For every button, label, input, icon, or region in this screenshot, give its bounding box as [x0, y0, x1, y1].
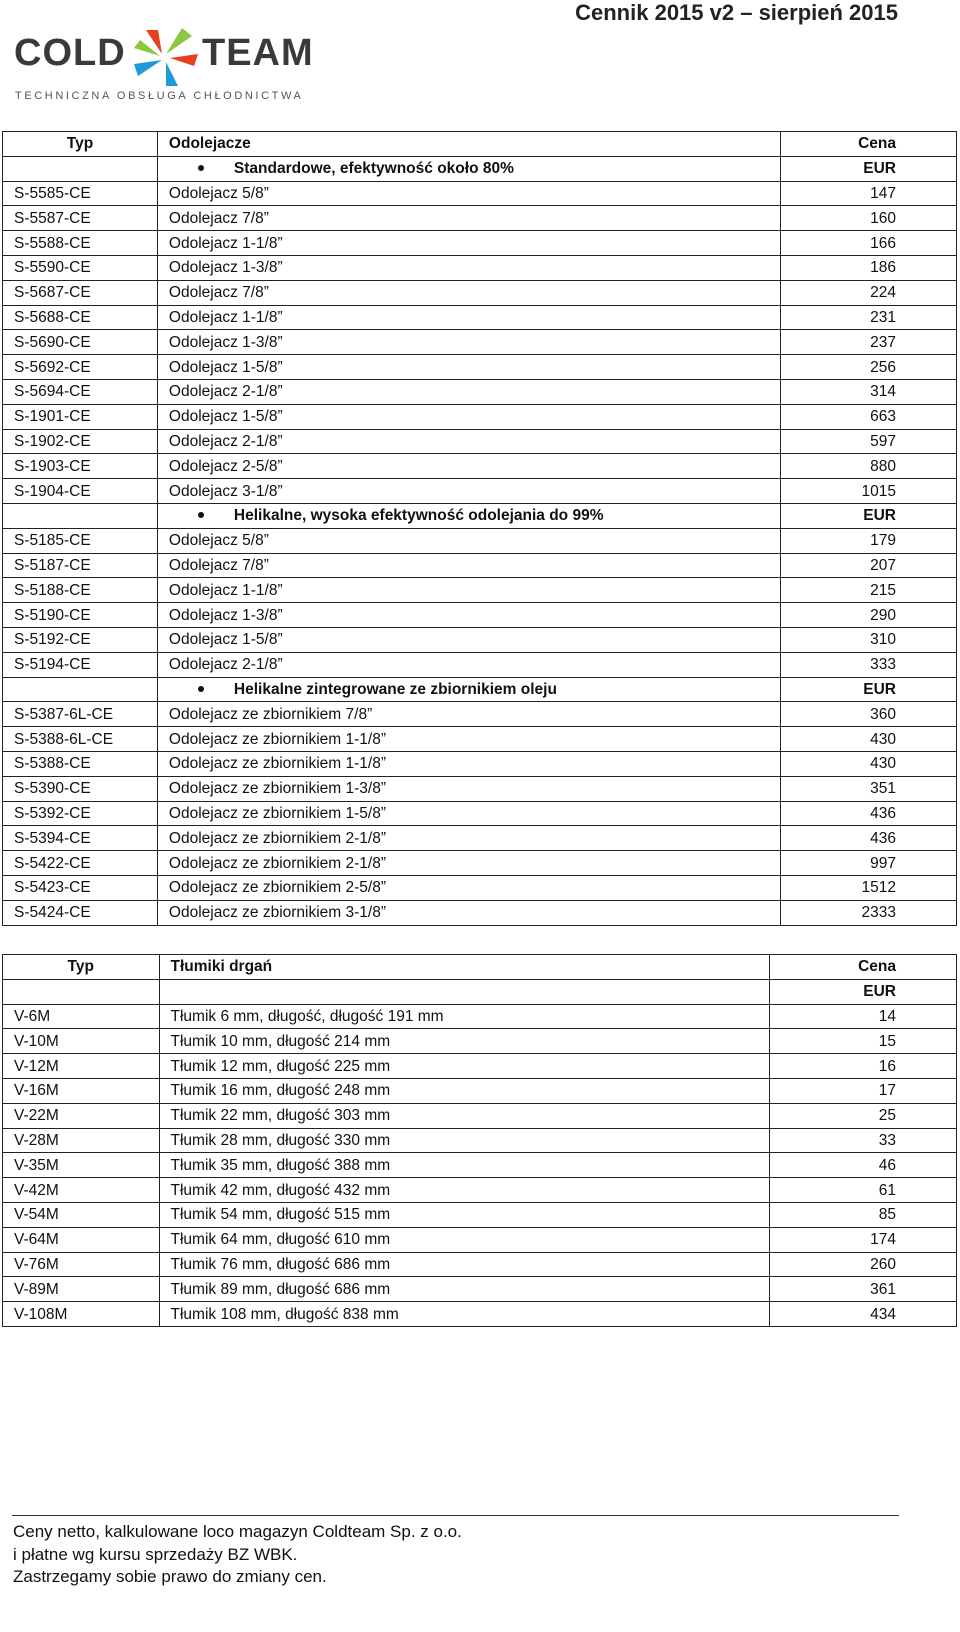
product-price: 25 — [770, 1103, 957, 1128]
product-code: V-54M — [3, 1202, 160, 1227]
table-row — [3, 603, 957, 628]
section-empty-cell — [3, 677, 158, 702]
product-code: V-89M — [3, 1277, 160, 1302]
table-row — [3, 1178, 957, 1203]
table-row — [3, 1153, 957, 1178]
product-description: Tłumik 12 mm, długość 225 mm — [159, 1054, 770, 1079]
product-description: Odolejacz ze zbiornikiem 7/8” — [157, 702, 780, 727]
column-header-price: Cena — [781, 132, 957, 157]
logo-word-team: TEAM — [202, 32, 314, 74]
table-row — [3, 355, 957, 380]
product-price: 207 — [781, 553, 957, 578]
table-row — [3, 751, 957, 776]
product-code: S-5192-CE — [3, 627, 158, 652]
table-row — [3, 900, 957, 925]
product-price: 360 — [781, 702, 957, 727]
product-description: Odolejacz 1-1/8” — [157, 305, 780, 330]
product-description: Odolejacz 2-1/8” — [157, 429, 780, 454]
currency-label: EUR — [781, 503, 957, 528]
table-row — [3, 528, 957, 553]
footer-line: Zastrzegamy sobie prawo do zmiany cen. — [13, 1567, 327, 1586]
table-row — [3, 851, 957, 876]
table-row — [3, 1252, 957, 1277]
section-header-row — [3, 677, 957, 702]
product-price: 2333 — [781, 900, 957, 925]
product-price: 430 — [781, 727, 957, 752]
product-price: 436 — [781, 801, 957, 826]
table-row — [3, 1302, 957, 1327]
product-code: V-76M — [3, 1252, 160, 1277]
product-price: 215 — [781, 578, 957, 603]
section-title-text: Helikalne, wysoka efektywność odolejania do 99% — [233, 507, 604, 525]
product-code: S-5587-CE — [3, 206, 158, 231]
product-price: 310 — [781, 627, 957, 652]
product-price: 430 — [781, 751, 957, 776]
product-price: 147 — [781, 181, 957, 206]
logo-tagline: TECHNICZNA OBSŁUGA CHŁODNICTWA — [15, 90, 304, 102]
column-header-description: Odolejacze — [157, 132, 780, 157]
product-price: 290 — [781, 603, 957, 628]
product-code: V-42M — [3, 1178, 160, 1203]
table-row — [3, 231, 957, 256]
table-row — [3, 330, 957, 355]
logo-word-cold: COLD — [14, 32, 126, 74]
table-row — [3, 1277, 957, 1302]
product-description: Tłumik 64 mm, długość 610 mm — [159, 1227, 770, 1252]
product-description: Tłumik 22 mm, długość 303 mm — [159, 1103, 770, 1128]
table-row — [3, 1103, 957, 1128]
product-code: S-5687-CE — [3, 280, 158, 305]
product-code: S-5188-CE — [3, 578, 158, 603]
table-row — [3, 1202, 957, 1227]
product-description: Tłumik 16 mm, długość 248 mm — [159, 1078, 770, 1103]
product-code: S-5422-CE — [3, 851, 158, 876]
product-price: 333 — [781, 652, 957, 677]
product-price: 231 — [781, 305, 957, 330]
product-description: Odolejacz 3-1/8” — [157, 479, 780, 504]
table-row — [3, 702, 957, 727]
table-row — [3, 776, 957, 801]
table-row — [3, 206, 957, 231]
table-row — [3, 578, 957, 603]
product-price: 61 — [770, 1178, 957, 1203]
table-row — [3, 181, 957, 206]
product-price: 160 — [781, 206, 957, 231]
product-description: Odolejacz ze zbiornikiem 1-1/8” — [157, 727, 780, 752]
product-code: V-108M — [3, 1302, 160, 1327]
product-price: 880 — [781, 454, 957, 479]
table-row — [3, 627, 957, 652]
table-row — [3, 652, 957, 677]
table-row — [3, 305, 957, 330]
table-row — [3, 801, 957, 826]
product-code: S-5190-CE — [3, 603, 158, 628]
currency-row — [3, 979, 957, 1004]
product-code: S-1904-CE — [3, 479, 158, 504]
bullet-icon — [198, 165, 204, 171]
product-code: S-5692-CE — [3, 355, 158, 380]
product-price: 434 — [770, 1302, 957, 1327]
bullet-icon — [198, 686, 204, 692]
table-header-row — [3, 955, 957, 980]
product-price: 179 — [781, 528, 957, 553]
product-code: V-28M — [3, 1128, 160, 1153]
table-row — [3, 404, 957, 429]
product-description: Odolejacz 5/8” — [157, 181, 780, 206]
table-row — [3, 1227, 957, 1252]
product-price: 314 — [781, 379, 957, 404]
product-description: Odolejacz ze zbiornikiem 1-5/8” — [157, 801, 780, 826]
product-price: 351 — [781, 776, 957, 801]
product-description: Odolejacz ze zbiornikiem 2-1/8” — [157, 851, 780, 876]
currency-empty-cell — [159, 979, 770, 1004]
product-description: Odolejacz 2-1/8” — [157, 379, 780, 404]
column-header-price: Cena — [770, 955, 957, 980]
product-description: Tłumik 42 mm, długość 432 mm — [159, 1178, 770, 1203]
column-header-typ: Typ — [3, 955, 160, 980]
product-price: 174 — [770, 1227, 957, 1252]
product-code: S-5588-CE — [3, 231, 158, 256]
product-code: S-5394-CE — [3, 826, 158, 851]
logo-snowflake-icon — [132, 24, 200, 88]
product-code: V-6M — [3, 1004, 160, 1029]
product-code: S-5688-CE — [3, 305, 158, 330]
product-description: Odolejacz 1-5/8” — [157, 355, 780, 380]
product-code: S-1902-CE — [3, 429, 158, 454]
section-title — [157, 677, 780, 702]
product-description: Odolejacz 5/8” — [157, 528, 780, 553]
vibration-dampers-table — [2, 954, 957, 1327]
table-row — [3, 826, 957, 851]
table-row — [3, 479, 957, 504]
product-description: Odolejacz 1-3/8” — [157, 603, 780, 628]
product-price: 361 — [770, 1277, 957, 1302]
table-row — [3, 255, 957, 280]
section-header-row — [3, 503, 957, 528]
table-row — [3, 1078, 957, 1103]
product-code: V-35M — [3, 1153, 160, 1178]
product-code: V-12M — [3, 1054, 160, 1079]
product-code: S-1903-CE — [3, 454, 158, 479]
product-price: 663 — [781, 404, 957, 429]
product-description: Odolejacz 7/8” — [157, 206, 780, 231]
product-description: Odolejacz 2-5/8” — [157, 454, 780, 479]
table-row — [3, 875, 957, 900]
product-description: Odolejacz ze zbiornikiem 3-1/8” — [157, 900, 780, 925]
product-description: Odolejacz 2-1/8” — [157, 652, 780, 677]
product-code: S-5424-CE — [3, 900, 158, 925]
footer-notes — [13, 1521, 462, 1589]
currency-label: EUR — [781, 677, 957, 702]
product-code: S-5388-6L-CE — [3, 727, 158, 752]
table-row — [3, 280, 957, 305]
company-logo — [14, 22, 334, 104]
product-price: 33 — [770, 1128, 957, 1153]
product-price: 1512 — [781, 875, 957, 900]
table-row — [3, 1128, 957, 1153]
product-price: 15 — [770, 1029, 957, 1054]
product-description: Odolejacz 7/8” — [157, 553, 780, 578]
product-code: S-5390-CE — [3, 776, 158, 801]
product-code: S-5388-CE — [3, 751, 158, 776]
product-description: Odolejacz 1-1/8” — [157, 231, 780, 256]
footer-line: Ceny netto, kalkulowane loco magazyn Coldteam Sp. z o.o. — [13, 1522, 462, 1541]
product-code: S-5187-CE — [3, 553, 158, 578]
product-price: 436 — [781, 826, 957, 851]
product-price: 256 — [781, 355, 957, 380]
table-row — [3, 1054, 957, 1079]
column-header-typ: Typ — [3, 132, 158, 157]
product-description: Odolejacz ze zbiornikiem 1-1/8” — [157, 751, 780, 776]
product-price: 14 — [770, 1004, 957, 1029]
table-row — [3, 1004, 957, 1029]
product-description: Tłumik 54 mm, długość 515 mm — [159, 1202, 770, 1227]
section-empty-cell — [3, 503, 158, 528]
product-code: S-5194-CE — [3, 652, 158, 677]
product-code: V-16M — [3, 1078, 160, 1103]
product-price: 85 — [770, 1202, 957, 1227]
product-price: 186 — [781, 255, 957, 280]
currency-label: EUR — [781, 156, 957, 181]
product-description: Odolejacz 1-1/8” — [157, 578, 780, 603]
product-price: 1015 — [781, 479, 957, 504]
product-code: S-5392-CE — [3, 801, 158, 826]
table-row — [3, 727, 957, 752]
section-title-text: Helikalne zintegrowane ze zbiornikiem oleju — [233, 680, 557, 698]
product-code: S-5423-CE — [3, 875, 158, 900]
product-description: Odolejacz 1-3/8” — [157, 330, 780, 355]
product-price: 237 — [781, 330, 957, 355]
product-price: 260 — [770, 1252, 957, 1277]
product-description: Odolejacz ze zbiornikiem 2-5/8” — [157, 875, 780, 900]
currency-label: EUR — [770, 979, 957, 1004]
product-price: 17 — [770, 1078, 957, 1103]
product-description: Odolejacz 1-3/8” — [157, 255, 780, 280]
oil-separators-table — [2, 131, 957, 926]
footer-divider — [12, 1515, 899, 1516]
product-code: S-5690-CE — [3, 330, 158, 355]
product-code: S-5590-CE — [3, 255, 158, 280]
product-description: Tłumik 35 mm, długość 388 mm — [159, 1153, 770, 1178]
footer-line: i płatne wg kursu sprzedaży BZ WBK. — [13, 1544, 298, 1564]
product-code: S-5185-CE — [3, 528, 158, 553]
section-title — [157, 156, 780, 181]
product-price: 46 — [770, 1153, 957, 1178]
product-description: Odolejacz 1-5/8” — [157, 627, 780, 652]
section-header-row — [3, 156, 957, 181]
table-row — [3, 379, 957, 404]
product-code: S-5694-CE — [3, 379, 158, 404]
product-description: Odolejacz 1-5/8” — [157, 404, 780, 429]
product-code: S-5585-CE — [3, 181, 158, 206]
product-code: S-5387-6L-CE — [3, 702, 158, 727]
product-price: 224 — [781, 280, 957, 305]
product-code: S-1901-CE — [3, 404, 158, 429]
product-description: Odolejacz ze zbiornikiem 2-1/8” — [157, 826, 780, 851]
table-row — [3, 553, 957, 578]
currency-empty-cell — [3, 979, 160, 1004]
product-description: Tłumik 28 mm, długość 330 mm — [159, 1128, 770, 1153]
section-empty-cell — [3, 156, 158, 181]
product-price: 597 — [781, 429, 957, 454]
product-description: Odolejacz 7/8” — [157, 280, 780, 305]
table-header-row — [3, 132, 957, 157]
product-code: V-64M — [3, 1227, 160, 1252]
product-code: V-22M — [3, 1103, 160, 1128]
page-title: Cennik 2015 v2 – sierpień 2015 — [575, 0, 898, 25]
product-description: Tłumik 10 mm, długość 214 mm — [159, 1029, 770, 1054]
column-header-description: Tłumiki drgań — [159, 955, 770, 980]
product-description: Tłumik 6 mm, długość, długość 191 mm — [159, 1004, 770, 1029]
table-row — [3, 454, 957, 479]
product-description: Tłumik 108 mm, długość 838 mm — [159, 1302, 770, 1327]
product-code: V-10M — [3, 1029, 160, 1054]
product-description: Tłumik 89 mm, długość 686 mm — [159, 1277, 770, 1302]
product-price: 997 — [781, 851, 957, 876]
section-title-text: Standardowe, efektywność około 80% — [233, 160, 514, 178]
table-row — [3, 429, 957, 454]
section-title — [157, 503, 780, 528]
table-row — [3, 1029, 957, 1054]
product-price: 16 — [770, 1054, 957, 1079]
product-description: Odolejacz ze zbiornikiem 1-3/8” — [157, 776, 780, 801]
product-price: 166 — [781, 231, 957, 256]
bullet-icon — [198, 512, 204, 518]
product-description: Tłumik 76 mm, długość 686 mm — [159, 1252, 770, 1277]
